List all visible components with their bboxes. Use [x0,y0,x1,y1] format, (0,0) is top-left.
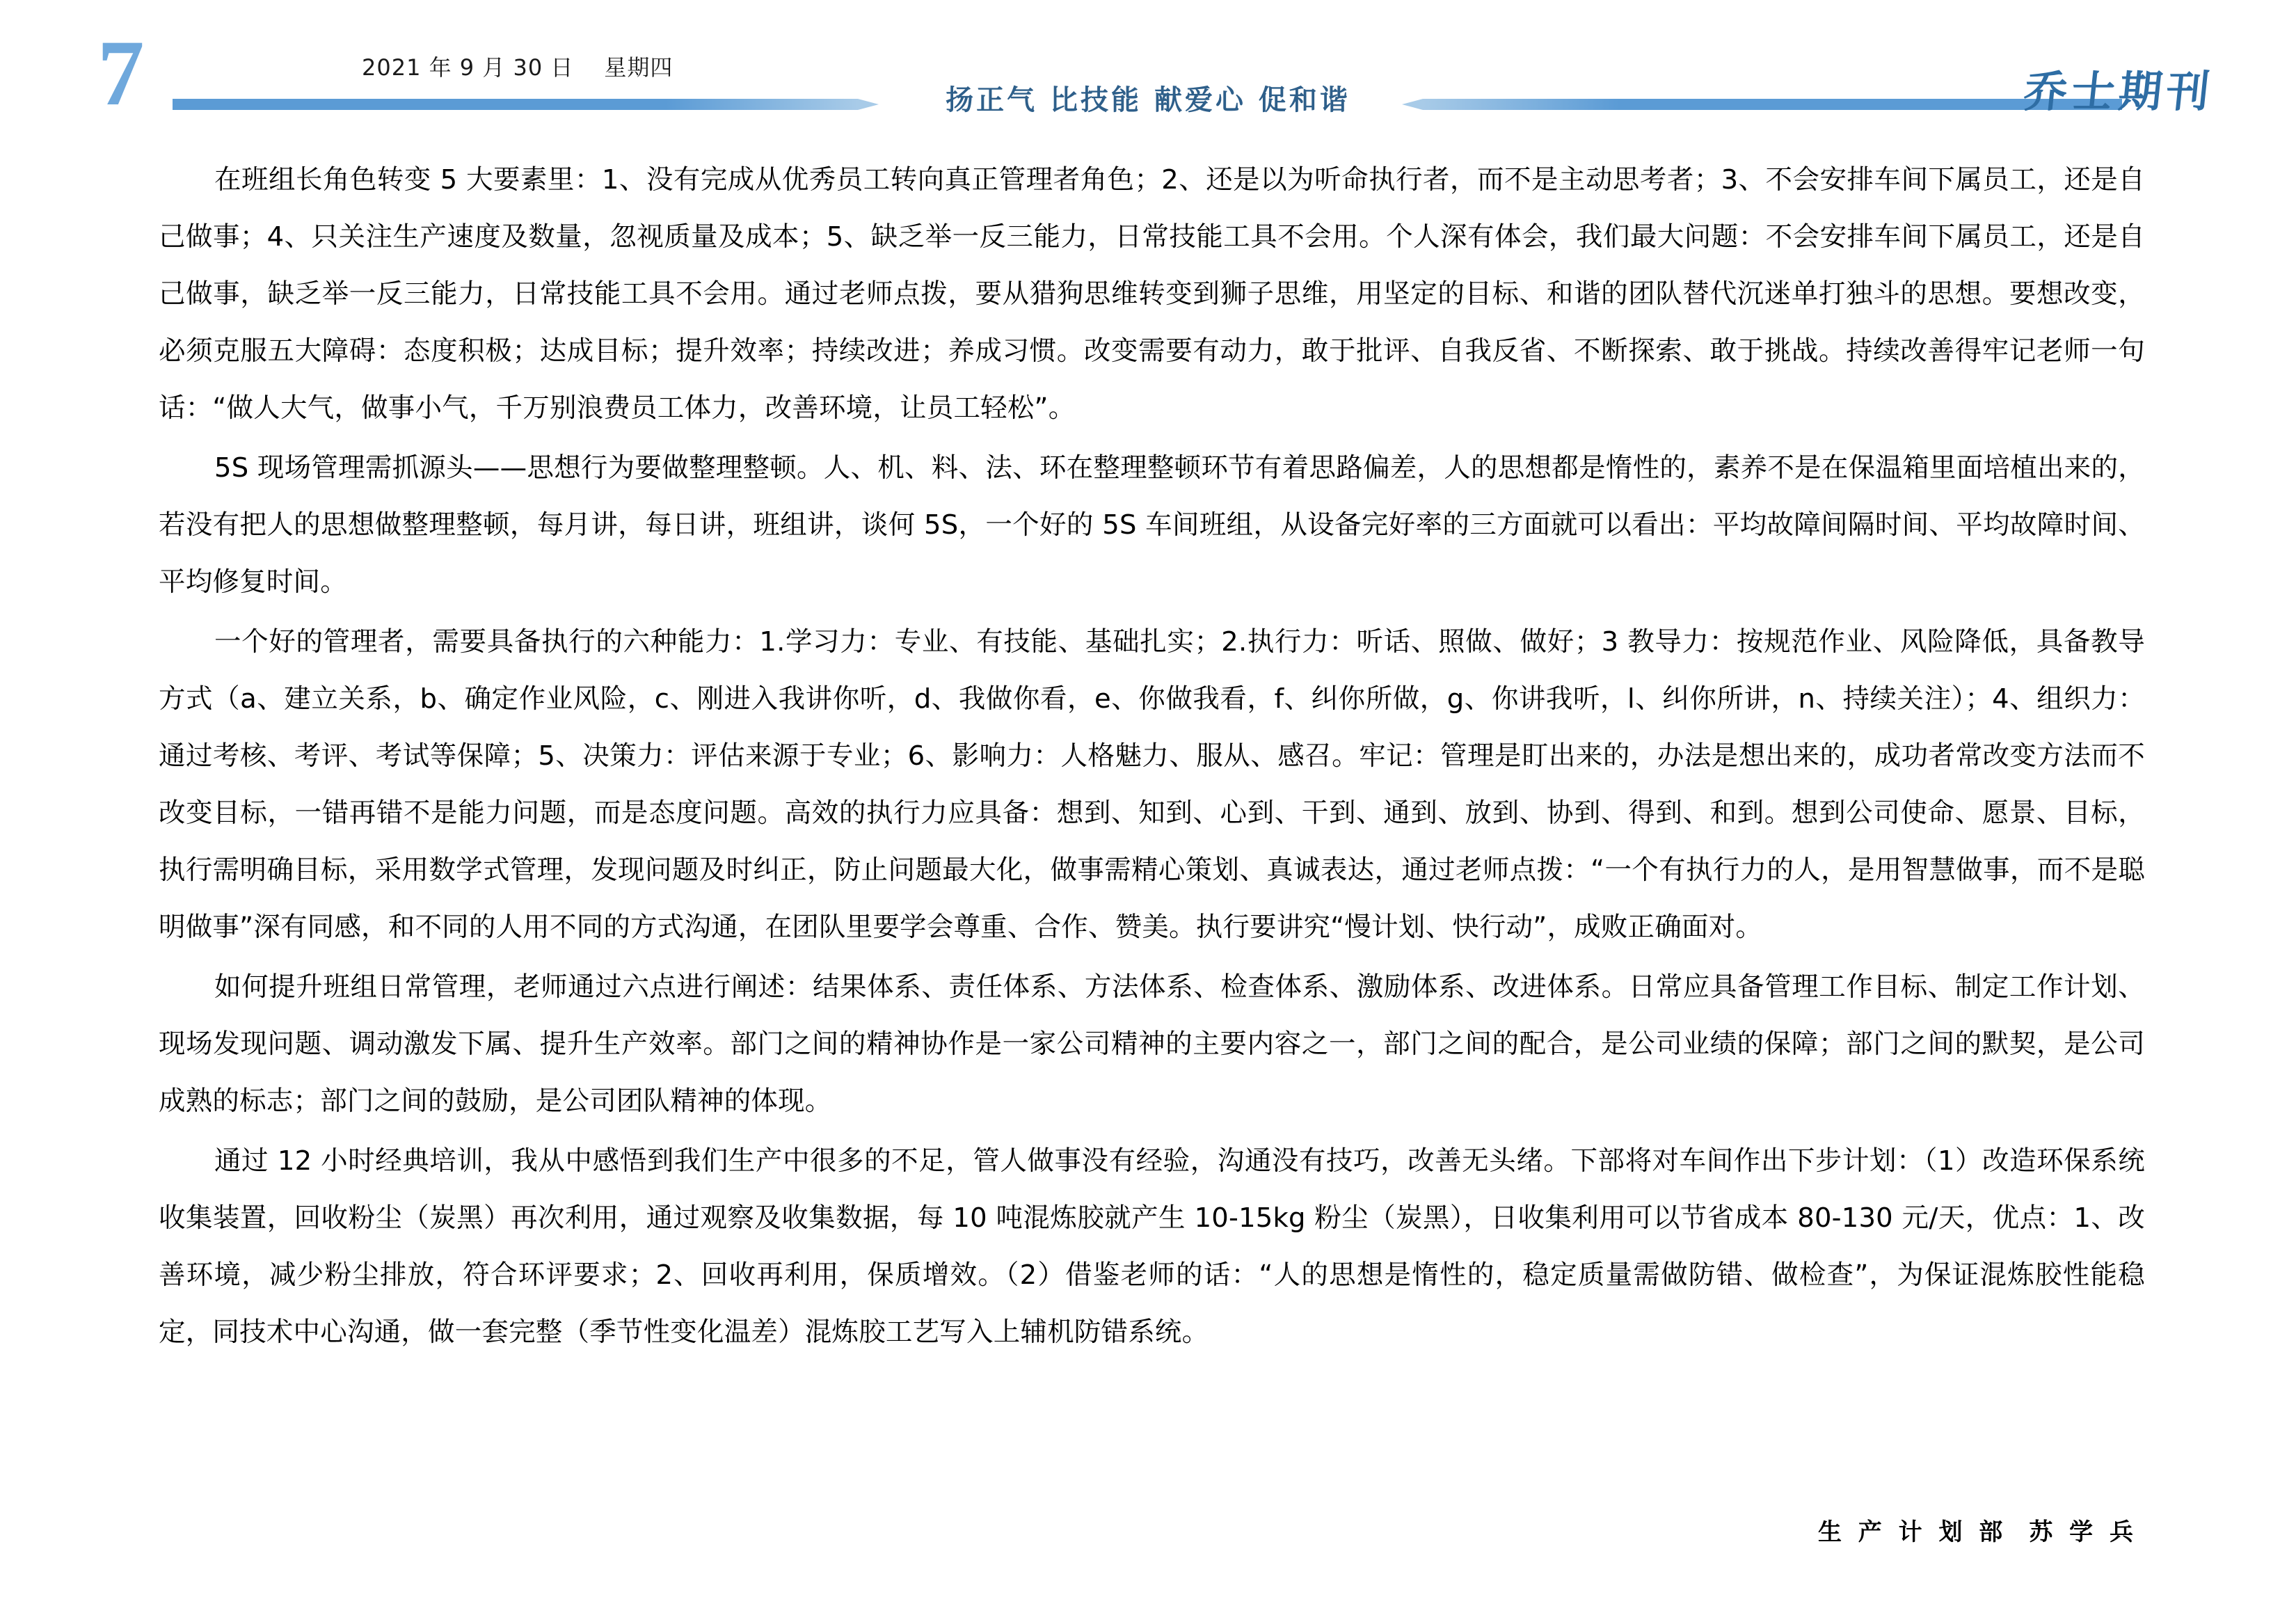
paragraph: 在班组长角色转变 5 大要素里：1、没有完成从优秀员工转向真正管理者角色；2、还是以为听命执行者，而不是主动思考者；3、不会安排车间下属员工，还是自己做事；4、只关注生产速度及数量，忽视质量及成本；5、缺乏举一反三能力，日常技能工具不会用。个人深有体会，我们最大问题：不会安排车间下属员工，还是自己做事，缺乏举一反三能力，日常技能工具不会用。通过老师点拨，要从猎狗思维转变到狮子思维，用坚定的目标、和谐的团队替代沉迷单打独斗的思想。要想改变，必须克服五大障碍：态度积极；达成目标；提升效率；持续改进；养成习惯。改变需要有动力，敢于批评、自我反省、不断探索、敢于挑战。持续改善得牢记老师一句话：“做人大气，做事小气，千万别浪费员工体力，改善环境，让员工轻松”。 [159,164,2145,424]
byline-author: 苏 学 兵 [2029,1518,2137,1546]
header-rule-right [1423,99,2122,110]
masthead-logo: 乔士期刊 [2021,66,2217,117]
paragraph: 通过 12 小时经典培训，我从中感悟到我们生产中很多的不足，管人做事没有经验，沟通没有技巧，改善无头绪。下部将对车间作出下步计划：（1）改造环保系统收集装置，回收粉尘（炭黑）再次利用，通过观察及收集数据，每 10 吨混炼胶就产生 10-15kg 粉尘（炭黑），日收集利用可以节省成本 80-130 元/天，优点：1、改善环境，减少粉尘排放，符合环评要求；2、回收再利用，保质增效。（2）借鉴老师的话：“人的思想是惰性的，稳定质量需做防错、做检查”，为保证混炼胶性能稳定，同技术中心沟通，做一套完整（季节性变化温差）混炼胶工艺写入上辅机防错系统。 [159,1145,2145,1348]
header-rule-left [173,99,858,110]
weekday-text: 星期四 [604,54,673,81]
article-body [159,152,2145,1364]
page-number: 7 [97,22,143,125]
paragraph: 5S 现场管理需抓源头——思想行为要做整理整顿。人、机、料、法、环在整理整顿环节有着思路偏差，人的思想都是惰性的，素养不是在保温箱里面培植出来的，若没有把人的思想做整理整顿，每月讲，每日讲，班组讲，谈何 5S，一个好的 5S 车间班组，从设备完好率的三方面就可以看出：平均故障间隔时间、平均故障时间、平均修复时间。 [159,452,2145,598]
paragraph: 一个好的管理者，需要具备执行的六种能力：1.学习力：专业、有技能、基础扎实；2.执行力：听话、照做、做好；3 教导力：按规范作业、风险降低，具备教导方式（a、建立关系，b、确定作业风险，c、刚进入我讲你听，d、我做你看，e、你做我看，f、纠你所做，g、你讲我听，l、纠你所讲，n、持续关注）；4、组织力：通过考核、考评、考试等保障；5、决策力：评估来源于专业；6、影响力：人格魅力、服从、感召。牢记：管理是盯出来的，办法是想出来的，成功者常改变方法而不改变目标，一错再错不是能力问题，而是态度问题。高效的执行力应具备：想到、知到、心到、干到、通到、放到、协到、得到、和到。想到公司使命、愿景、目标，执行需明确目标，采用数学式管理，发现问题及时纠正，防止问题最大化，做事需精心策划、真诚表达，通过老师点拨：“一个有执行力的人，是用智慧做事，而不是聪明做事”深有同感，和不同的人用不同的方式沟通，在团队里要学会尊重、合作、赞美。执行要讲究“慢计划、快行动”，成败正确面对。 [159,626,2145,943]
byline-department: 生 产 计 划 部 [1817,1518,2007,1546]
header-slogan: 扬正气 比技能 献爱心 促和谐 [946,84,1350,116]
page-header [0,0,2296,139]
publication-date [362,50,673,82]
paragraph: 如何提升班组日常管理，老师通过六点进行阐述：结果体系、责任体系、方法体系、检查体系、激励体系、改进体系。日常应具备管理工作目标、制定工作计划、现场发现问题、调动激发下属、提升生产效率。部门之间的精神协作是一家公司精神的主要内容之一，部门之间的配合，是公司业绩的保障；部门之间的默契，是公司成熟的标志；部门之间的鼓励，是公司团队精神的体现。 [159,971,2145,1117]
date-text: 2021 年 9 月 30 日 [362,54,574,81]
article-byline [1818,1513,2137,1547]
